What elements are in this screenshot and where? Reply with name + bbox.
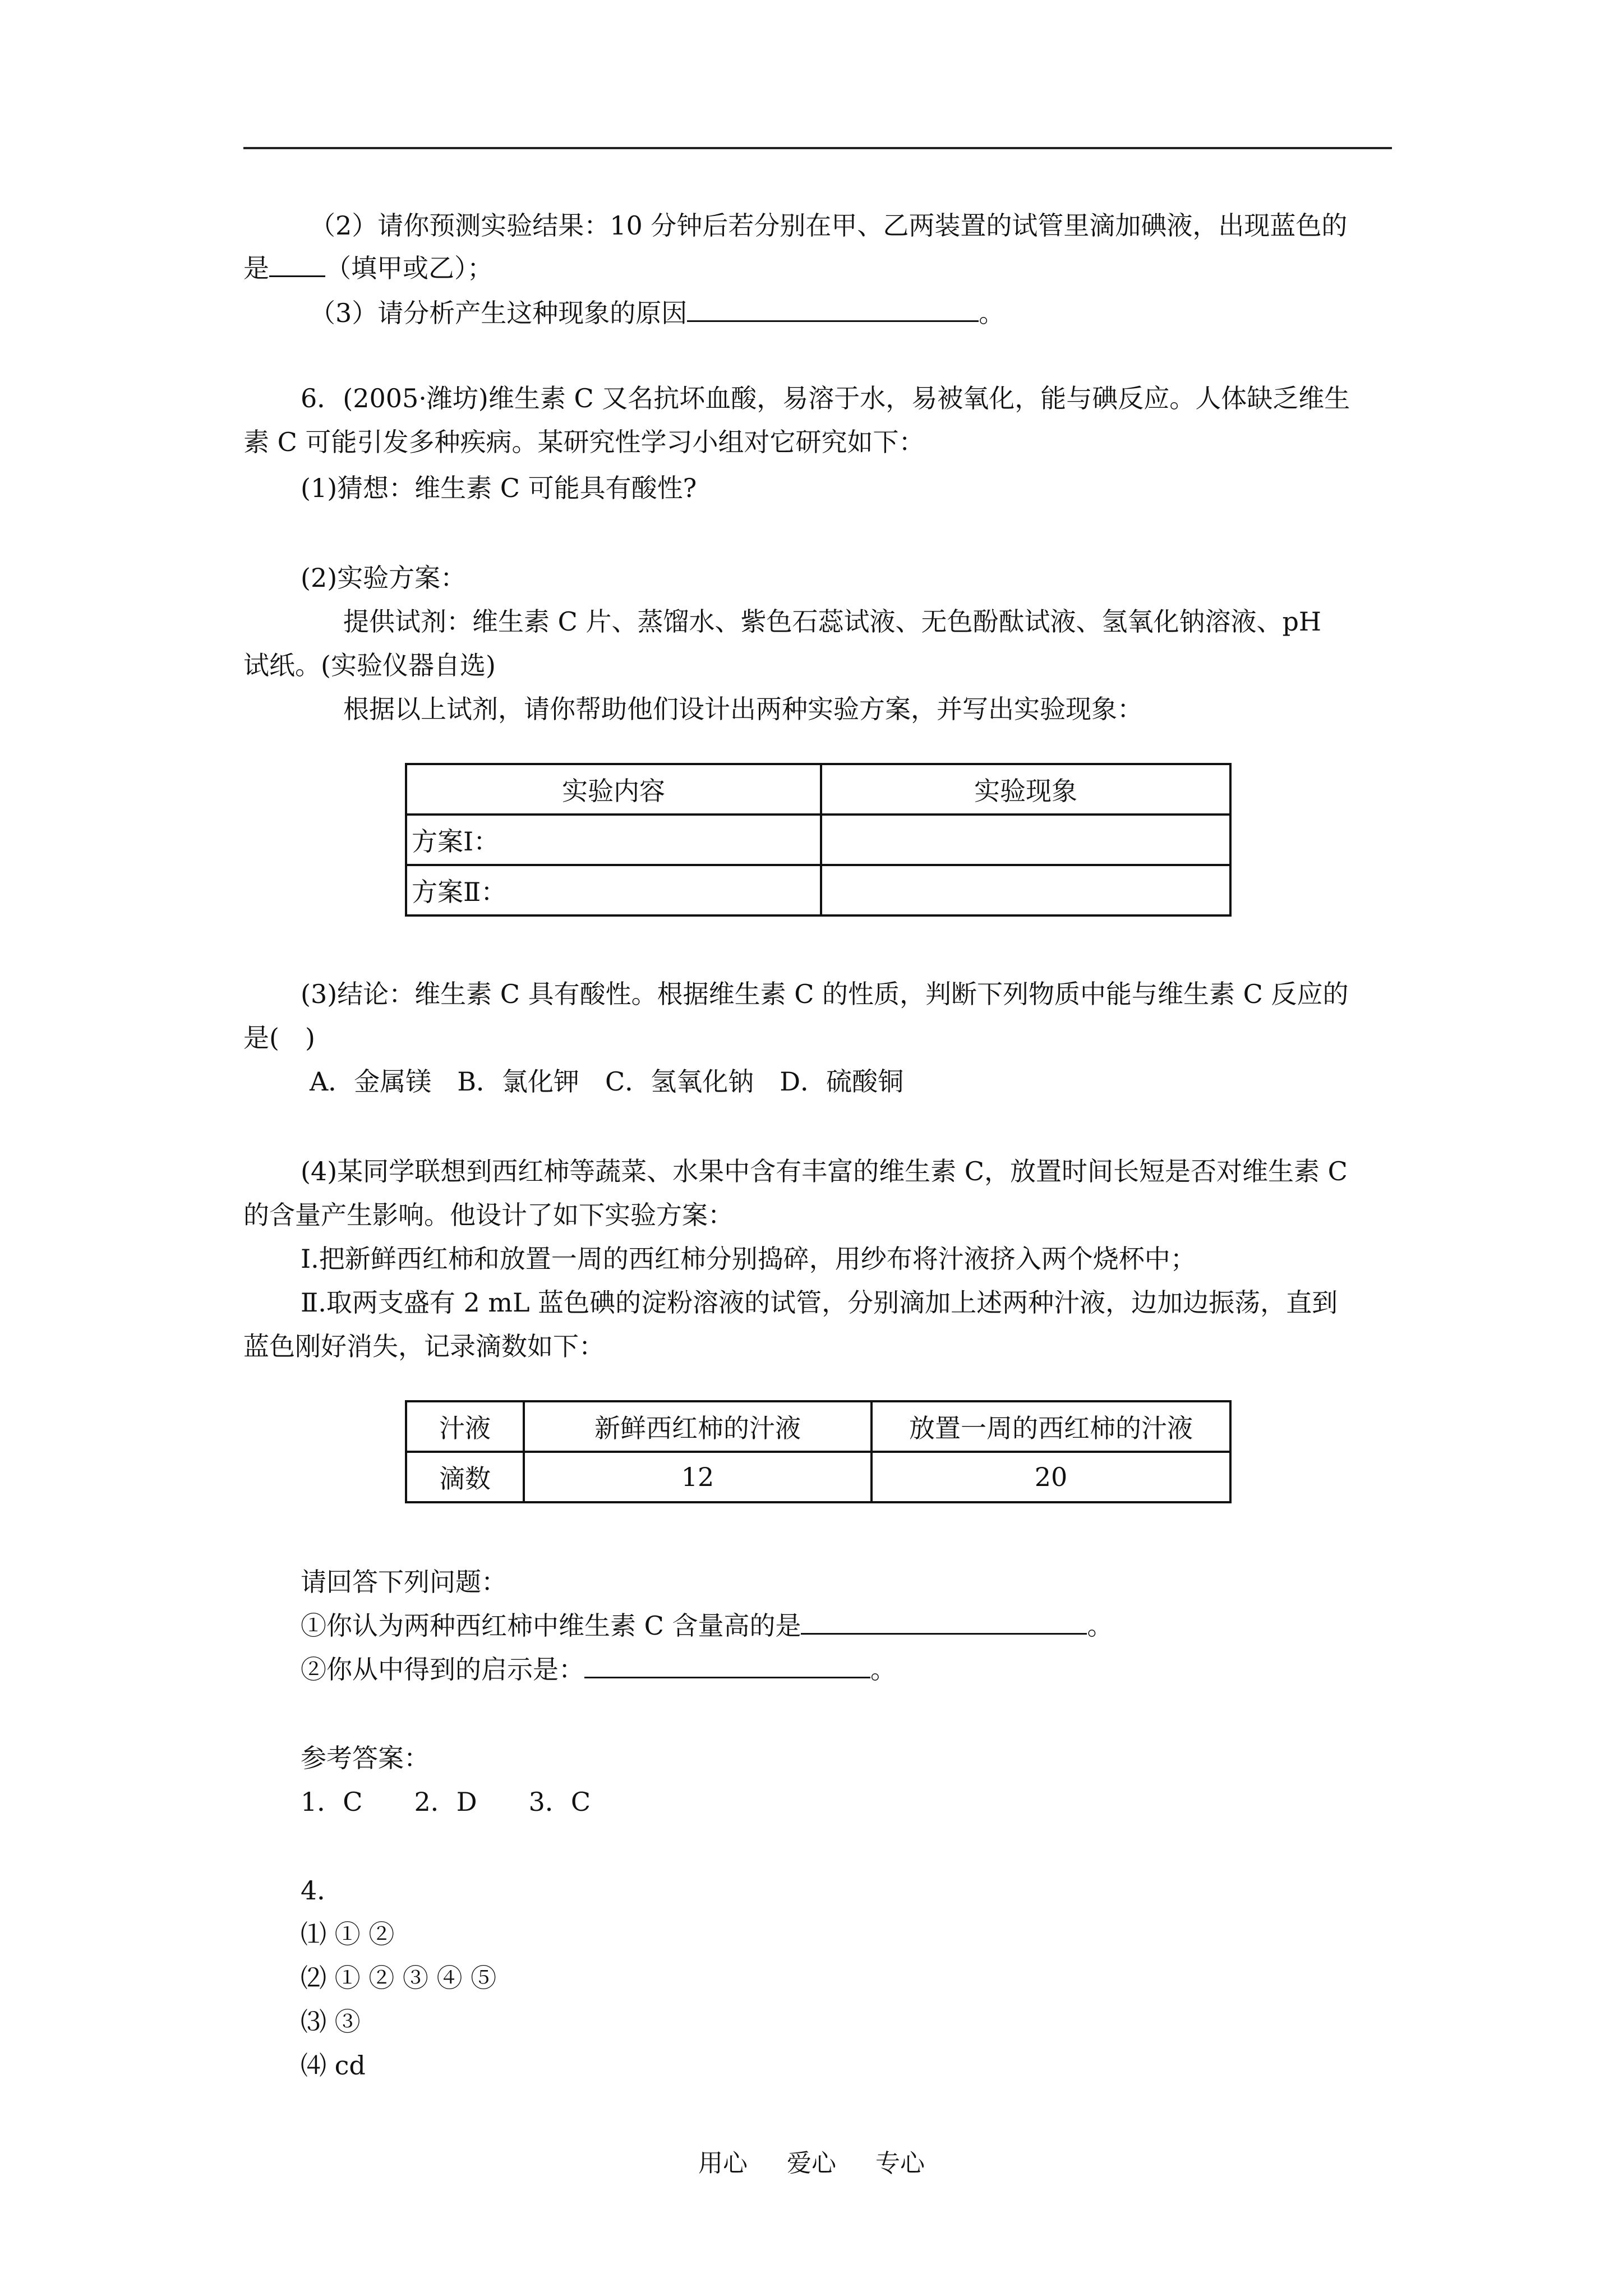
answers-q4-label: 4． (301, 1875, 343, 1906)
table-row (406, 865, 1230, 915)
q6-part4-line1: (4)某同学联想到西红柿等蔬菜、水果中含有丰富的维生素 C，放置时间长短是否对维生素 C (301, 1156, 1348, 1186)
footer-text: 用心 (698, 2149, 748, 2178)
drops-value-week: 20 (872, 1452, 1230, 1502)
footer-text: 专心 (875, 2149, 925, 2178)
plan-header-content: 实验内容 (406, 764, 821, 815)
q6-intro-line1: 6．(2005·潍坊)维生素 C 又名抗坏血酸，易溶于水，易被氧化，能与碘反应。人体缺乏维生 (301, 383, 1350, 413)
q6-reagents-line1: 提供试剂：维生素 C 片、蒸馏水、紫色石蕊试液、无色酚酞试液、氢氧化钠溶液、pH (343, 606, 1322, 637)
q6-options: A．金属镁 B．氯化钾 C．氢氧化钠 D．硫酸铜 (310, 1066, 904, 1097)
table-row (406, 1452, 1230, 1502)
answer-blank[interactable] (687, 300, 979, 322)
header-rule (243, 147, 1392, 149)
table-row (406, 815, 1230, 865)
plan-row-label: 方案Ⅱ： (406, 865, 821, 915)
drops-row-label: 滴数 (406, 1452, 524, 1502)
question-a-text: ①你认为两种西红柿中维生素 C 含量高的是 (301, 1611, 801, 1641)
q5-part2-suffix: （填甲或乙）； (325, 253, 493, 283)
q6-design-prompt: 根据以上试剂，请你帮助他们设计出两种实验方案，并写出实验现象： (343, 694, 1143, 724)
plan-row-label: 方案Ⅰ： (406, 815, 821, 865)
plan-header-phenomenon: 实验现象 (821, 764, 1230, 815)
answers-q4-item: ⑵ ① ② ③ ④ ⑤ (301, 1963, 497, 1993)
q5-part3 (310, 296, 1004, 330)
plan-row-cell[interactable] (821, 815, 1230, 865)
answer-blank[interactable] (801, 1613, 1087, 1635)
q6-question-a (301, 1609, 1113, 1642)
page-footer (0, 2143, 1623, 2179)
q6-answer-prompt: 请回答下列问题： (301, 1567, 507, 1597)
drops-value-fresh: 12 (524, 1452, 872, 1502)
q5-part2-line1: （2）请你预测实验结果：10 分钟后若分别在甲、乙两装置的试管里滴加碘液，出现蓝色的 (310, 210, 1348, 241)
q5-part3-suffix: 。 (979, 298, 1005, 328)
answers-q4-item: ⑷ cd (301, 2050, 366, 2081)
drops-header-fresh: 新鲜西红柿的汁液 (524, 1401, 872, 1452)
q6-intro-line2: 素 C 可能引发多种疾病。某研究性学习小组对它研究如下： (243, 427, 925, 457)
answers-title: 参考答案： (301, 1743, 430, 1773)
answer-blank[interactable] (584, 1657, 870, 1678)
q6-step2-line1: Ⅱ.取两支盛有 2 mL 蓝色碘的淀粉溶液的试管，分别滴加上述两种汁液，边加边振荡，直到 (301, 1287, 1338, 1318)
answers-line1: 1．C 2．D 3．C (301, 1787, 591, 1817)
drops-header-week: 放置一周的西红柿的汁液 (872, 1401, 1230, 1452)
question-b-text: ②你从中得到的启示是： (301, 1654, 584, 1685)
q5-part2-line2 (243, 251, 493, 285)
q6-question-b (301, 1653, 896, 1686)
q6-plan-title: (2)实验方案： (301, 563, 467, 593)
q6-reagents-line2: 试纸。(实验仪器自选) (243, 650, 496, 680)
q6-guess: (1)猜想：维生素 C 可能具有酸性? (301, 473, 697, 503)
q6-conclusion-line1: (3)结论：维生素 C 具有酸性。根据维生素 C 的性质，判断下列物质中能与维生素 C 反应的 (301, 979, 1349, 1009)
question-a-suffix: 。 (1087, 1611, 1113, 1641)
q5-part3-prefix: （3）请分析产生这种现象的原因 (310, 298, 688, 328)
answers-q4-item: ⑶ ③ (301, 2007, 361, 2037)
q6-step1: Ⅰ.把新鲜西红柿和放置一周的西红柿分别捣碎，用纱布将汁液挤入两个烧杯中； (301, 1244, 1196, 1274)
answer-blank[interactable] (269, 255, 325, 277)
q5-part2-prefix: 是 (243, 253, 269, 283)
question-b-suffix: 。 (870, 1654, 896, 1685)
drops-table (405, 1400, 1232, 1503)
drops-header-juice: 汁液 (406, 1401, 524, 1452)
q6-step2-line2: 蓝色刚好消失，记录滴数如下： (243, 1331, 605, 1361)
plan-table (405, 763, 1232, 917)
footer-text: 爱心 (787, 2149, 836, 2178)
plan-row-cell[interactable] (821, 865, 1230, 915)
q6-part4-line2: 的含量产生影响。他设计了如下实验方案： (243, 1200, 734, 1230)
q6-conclusion-line2: 是( ) (243, 1023, 315, 1053)
answers-q4-item: ⑴ ① ② (301, 1919, 395, 1949)
